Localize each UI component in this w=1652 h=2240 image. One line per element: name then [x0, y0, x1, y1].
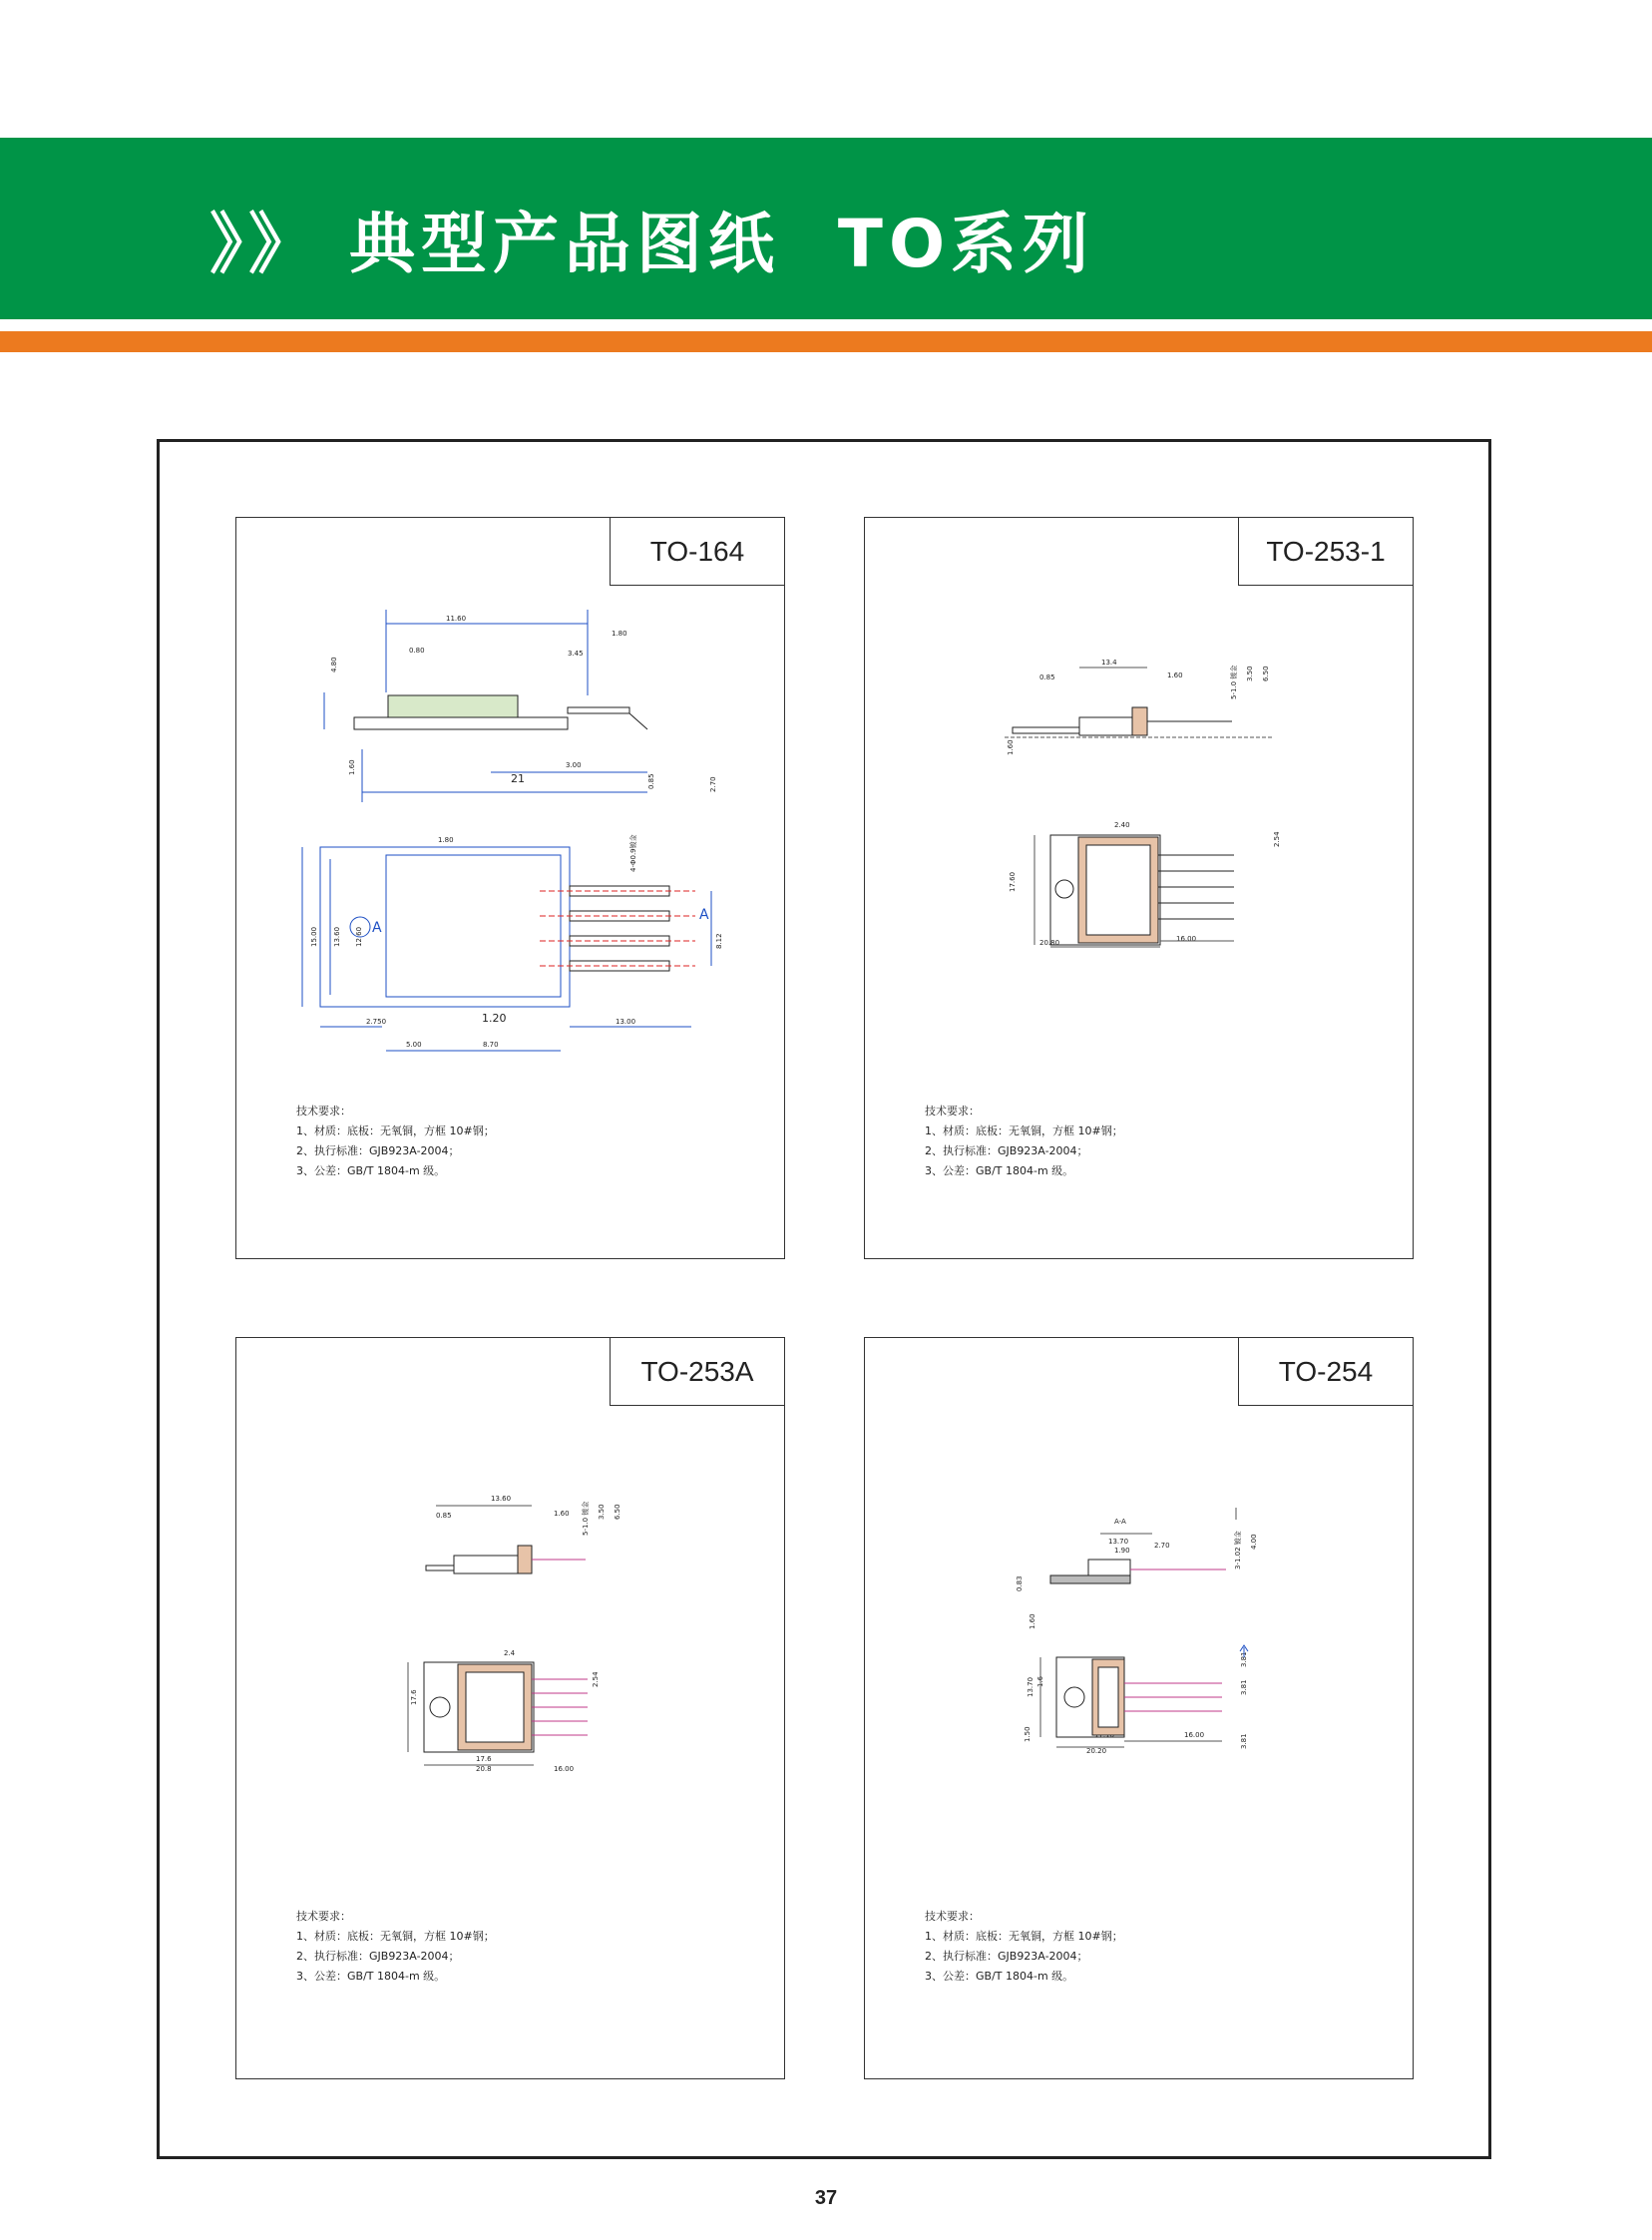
dim-label: 13.00 [616, 1018, 636, 1026]
note-line: 3、公差：GB/T 1804-m 级。 [925, 1970, 1074, 1983]
dim-label: 16.00 [1176, 935, 1197, 943]
note-line: 3、公差：GB/T 1804-m 级。 [296, 1164, 446, 1177]
page-title: 》》 典型产品图纸 TO系列 [209, 206, 1095, 282]
dim-label: 16.00 [554, 1765, 575, 1773]
note-line: 2、执行标准：GJB923A-2004； [296, 1950, 460, 1963]
dim-label: 13.60 [491, 1495, 512, 1503]
dim-label: 2.4 [504, 1649, 516, 1657]
dim-label: 13.60 [333, 926, 341, 947]
drawing-label: TO-253A [610, 1338, 784, 1406]
technical-notes [925, 1907, 1123, 1987]
dim-label: 6.50 [1262, 666, 1270, 681]
side-view-base [1050, 1575, 1130, 1583]
drawing-label: TO-253-1 [1238, 518, 1413, 586]
dim-label: 17.6 [476, 1755, 492, 1763]
technical-notes [296, 1102, 495, 1181]
dim-label: 2.70 [1154, 1542, 1170, 1550]
mount-hole [1055, 880, 1073, 898]
dim-label: 13.70 [1108, 1538, 1129, 1546]
page-number: 37 [814, 2187, 838, 2209]
dim-label: 5.00 [406, 1041, 422, 1049]
side-view-wall [518, 1546, 532, 1573]
technical-notes [925, 1102, 1123, 1181]
drawing-panel-to-253-1 [864, 517, 1414, 1259]
dim-label: 20.80 [1039, 939, 1060, 947]
side-view-wall [1132, 707, 1147, 735]
dim-label: 20.8 [476, 1765, 492, 1773]
dim-label: 5-1.0 镀金 [1230, 665, 1238, 699]
side-view-wall [1088, 1560, 1130, 1575]
dim-label: 8.12 [715, 933, 723, 949]
note-line: 1、材质：底板：无氧铜，方框 10#钢； [925, 1124, 1123, 1137]
dim-label: 4.00 [1250, 1534, 1258, 1550]
dim-label: 20.20 [1086, 1747, 1107, 1755]
drawing-panel-to-254 [864, 1337, 1414, 2079]
dim-label: 13.70 [1027, 1676, 1034, 1697]
dim-label: 3.50 [1246, 666, 1254, 681]
side-view-base [1013, 727, 1079, 733]
drawing-label: TO-254 [1238, 1338, 1413, 1406]
dim-label: 1.60 [1167, 672, 1183, 679]
dim-label: 0.85 [647, 773, 655, 789]
dim-label: 2.750 [366, 1018, 387, 1026]
drawing-panel-to-253a [235, 1337, 785, 2079]
dim-label: 3-1.02 镀金 [1234, 1531, 1242, 1569]
dim-label: 3.81 [1240, 1733, 1248, 1749]
dim-label: 0.85 [1039, 673, 1055, 681]
dim-label: 1.20 [482, 1012, 507, 1025]
dim-label: 21 [511, 772, 525, 785]
note-line: 技术要求： [925, 1105, 980, 1118]
dim-label: 0.80 [409, 647, 425, 655]
dim-label: 2.54 [1273, 831, 1281, 847]
dim-label: 1.80 [612, 630, 627, 638]
drawing-panel-to-164 [235, 517, 785, 1259]
section-mark: A [699, 907, 709, 923]
dim-label: 8.70 [483, 1041, 499, 1049]
note-line: 1、材质：底板：无氧铜，方框 10#钢； [296, 1930, 495, 1943]
dim-label: 0.83 [1016, 1575, 1024, 1591]
dim-label: 1.90 [1114, 1547, 1130, 1555]
dim-label: A-A [1114, 1518, 1126, 1526]
dim-label: 17.60 [1009, 871, 1017, 892]
side-view-lead [568, 707, 629, 713]
dim-label: 12.60 [355, 926, 363, 947]
dim-label: 3.81 [1240, 1651, 1248, 1667]
note-line: 1、材质：底板：无氧铜，方框 10#钢； [925, 1930, 1123, 1943]
dim-label: 1.60 [1007, 739, 1015, 755]
dim-label: 6.50 [614, 1504, 621, 1520]
mount-hole [1064, 1687, 1084, 1707]
dim-label: 2.54 [592, 1671, 600, 1687]
side-view-frame [388, 695, 518, 717]
dim-label: 1.60 [554, 1510, 570, 1518]
dim-label: 11.60 [446, 615, 467, 623]
dim-label: 1.60 [348, 759, 356, 775]
note-line: 3、公差：GB/T 1804-m 级。 [296, 1970, 446, 1983]
accent-stripe [0, 331, 1652, 352]
dim-label: 3.81 [1240, 1679, 1248, 1695]
dim-label: 4-Φ0.9镀金 [629, 834, 637, 872]
note-line: 2、执行标准：GJB923A-2004； [925, 1950, 1088, 1963]
dim-label: 17.6 [410, 1689, 418, 1705]
dim-label: 1.60 [1029, 1613, 1036, 1629]
dim-label: 1.6 [1036, 1675, 1044, 1687]
note-line: 2、执行标准：GJB923A-2004； [296, 1144, 460, 1157]
dim-label: 3.00 [566, 761, 582, 769]
mount-hole [430, 1697, 450, 1717]
drawing-label: TO-164 [610, 518, 784, 586]
dim-label: 4.80 [330, 657, 338, 672]
note-line: 技术要求： [296, 1910, 351, 1923]
dim-label: 1.80 [438, 836, 454, 844]
top-view-frame [386, 855, 561, 997]
note-line: 技术要求： [925, 1910, 980, 1923]
dim-label: 1.50 [1024, 1726, 1032, 1742]
section-mark: A [372, 920, 382, 936]
dim-label: 15.00 [310, 926, 318, 947]
technical-notes [296, 1907, 495, 1987]
dim-label: 3.45 [568, 650, 584, 658]
dim-label: 2.40 [1114, 821, 1130, 829]
dim-label: 2.70 [709, 776, 717, 792]
dim-label: 5-1.0 镀金 [582, 1501, 590, 1536]
note-line: 1、材质：底板：无氧铜，方框 10#钢； [296, 1124, 495, 1137]
note-line: 2、执行标准：GJB923A-2004； [925, 1144, 1088, 1157]
side-view-base [426, 1566, 454, 1570]
note-line: 技术要求： [296, 1105, 351, 1118]
side-view-base [354, 717, 568, 729]
dim-label: 13.4 [1101, 659, 1117, 667]
dim-label: 16.00 [1184, 1731, 1205, 1739]
dim-label: 0.85 [436, 1512, 452, 1520]
note-line: 3、公差：GB/T 1804-m 级。 [925, 1164, 1074, 1177]
dim-label: 3.50 [598, 1504, 606, 1520]
